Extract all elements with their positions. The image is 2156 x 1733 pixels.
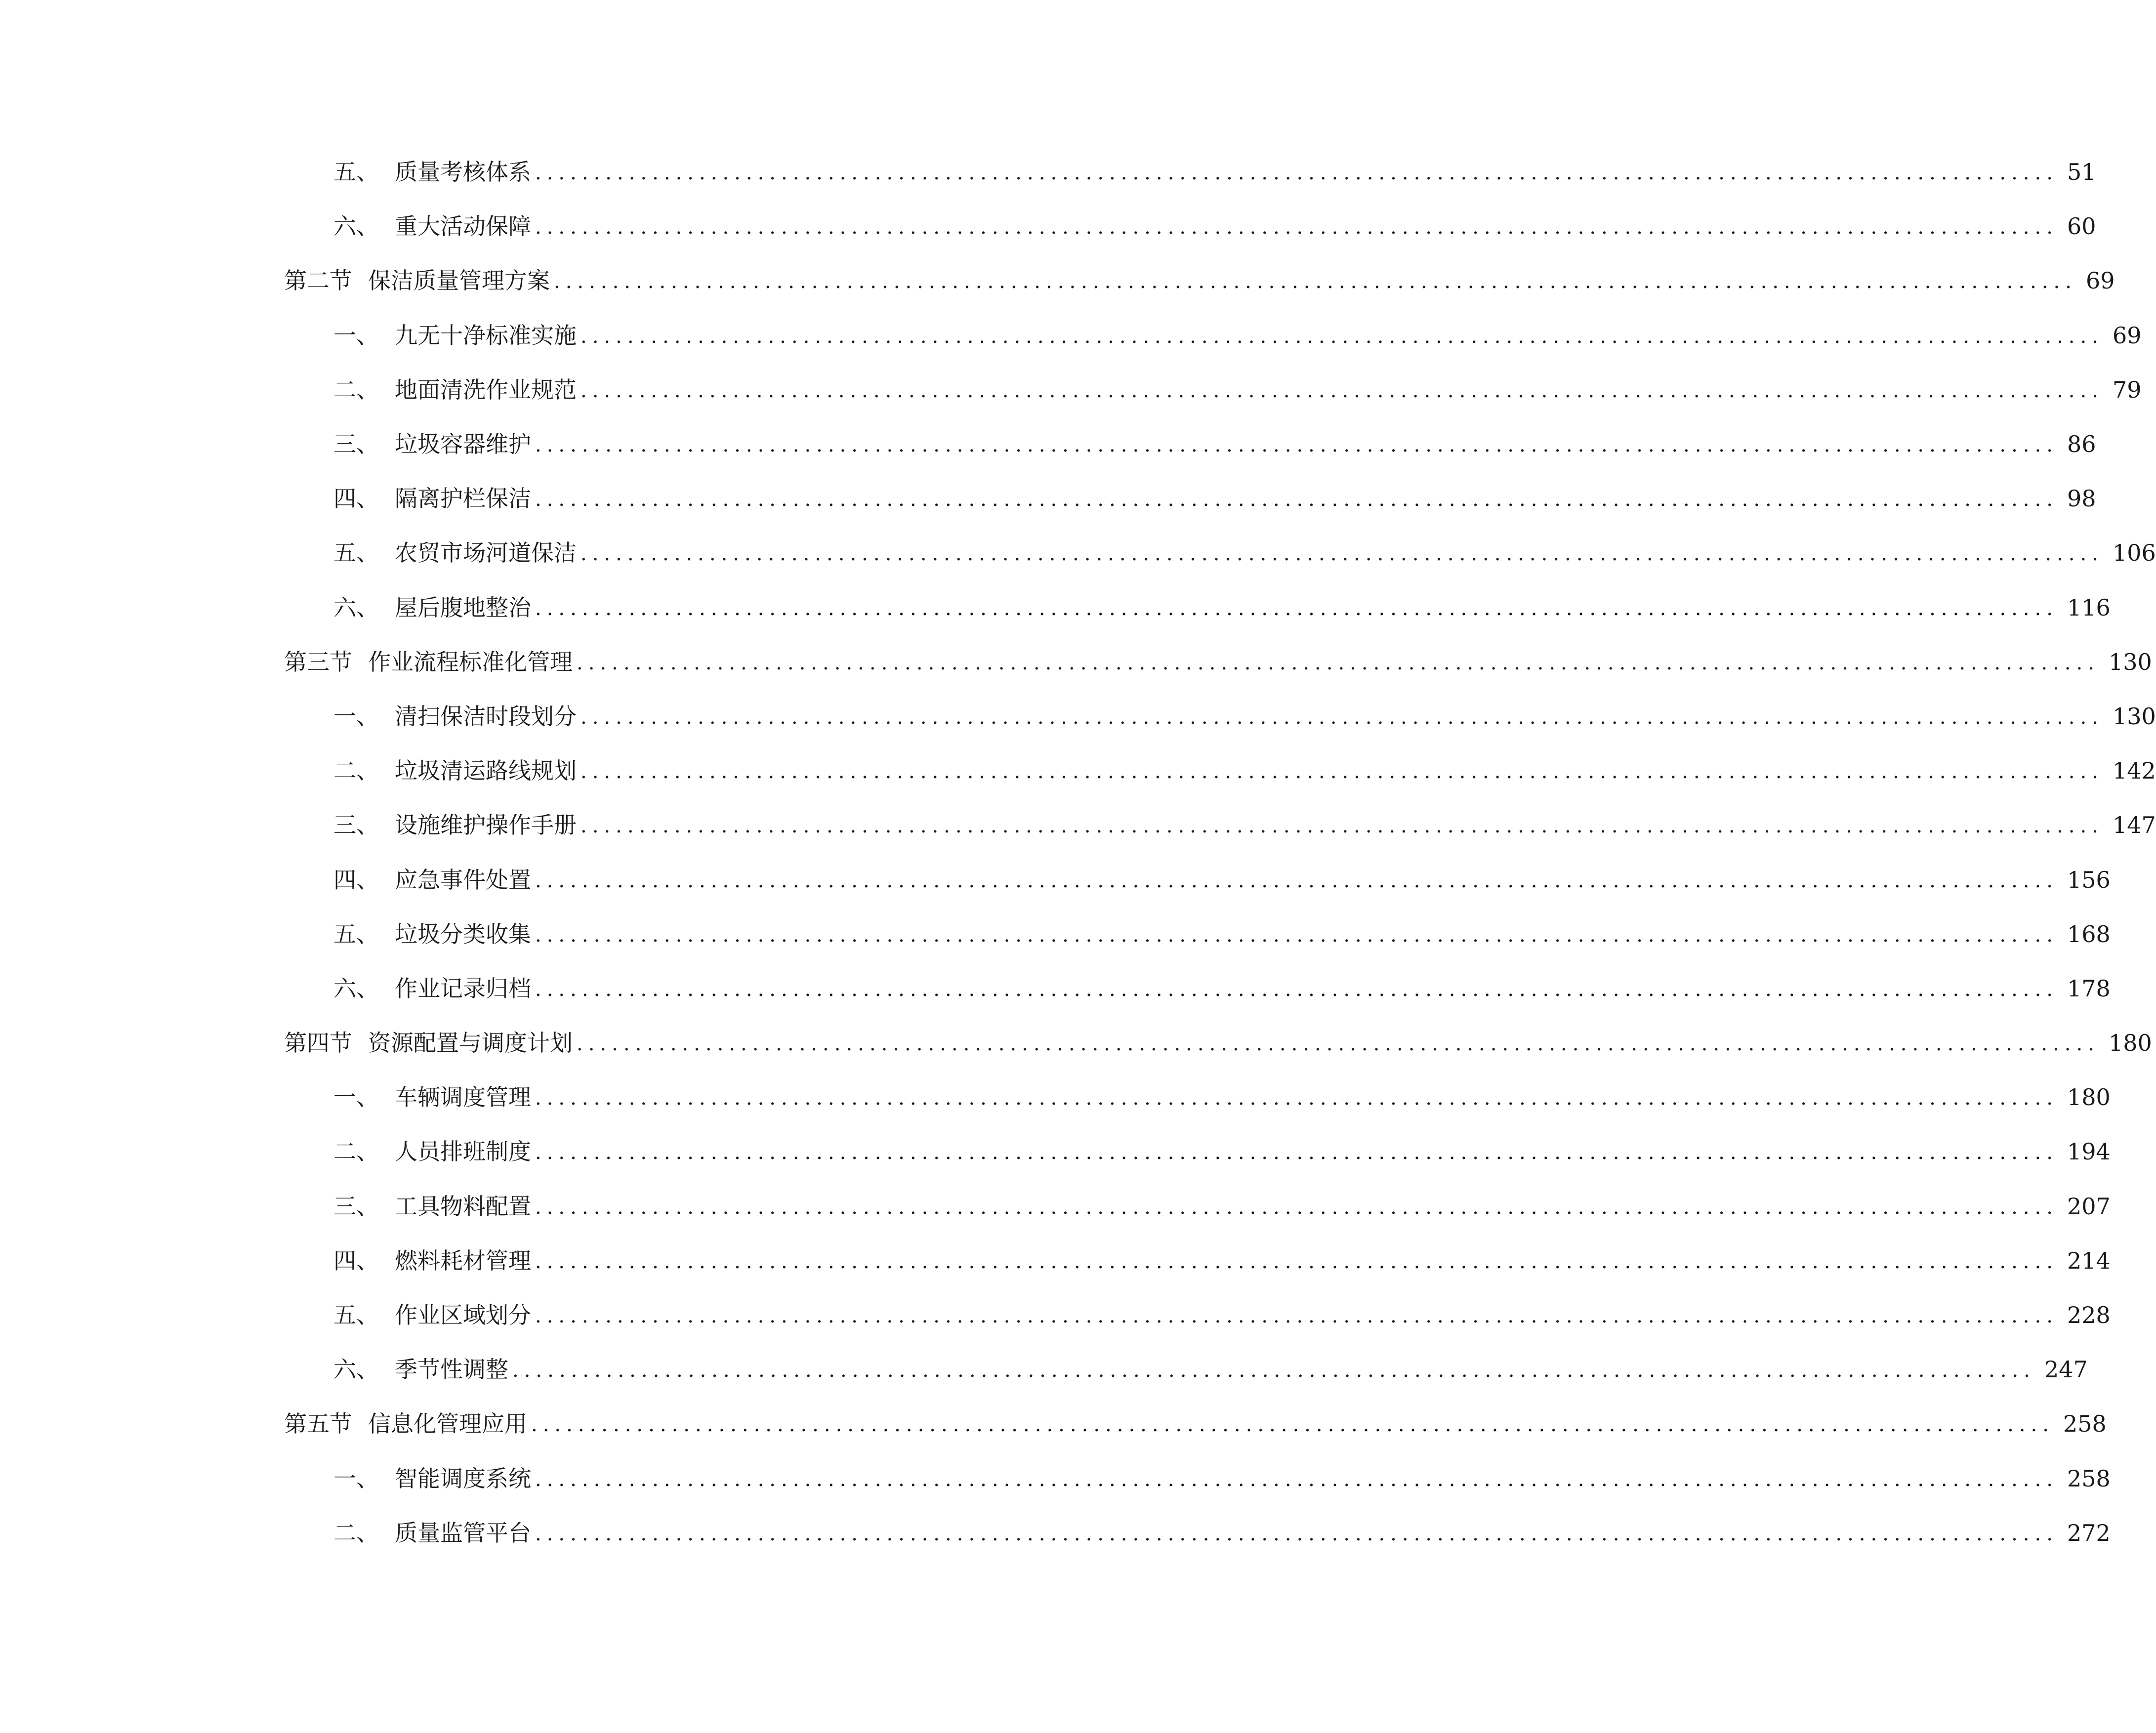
- toc-entry-page: 180: [2067, 1084, 2111, 1111]
- toc-subsection-entry[interactable]: [284, 1506, 2111, 1560]
- toc-leader-dots: ..................................................................................................................................: [535, 1522, 2058, 1545]
- toc-entry-page: 258: [2063, 1410, 2107, 1438]
- toc-leader-dots: ..................................................................................................................................: [535, 1250, 2058, 1273]
- toc-leader-dots: ..................................................................................................................................: [531, 1413, 2054, 1437]
- toc-subsection-entry[interactable]: [284, 363, 2142, 417]
- toc-entry-title: 质量监管平台: [395, 1519, 531, 1546]
- toc-entry-number: 六、: [333, 975, 379, 1002]
- toc-entry-page: 272: [2067, 1519, 2111, 1546]
- toc-section-entry[interactable]: [284, 635, 2152, 689]
- toc-entry-page: 60: [2067, 213, 2096, 240]
- toc-entry-title: 九无十净标准实施: [395, 322, 577, 349]
- toc-entry-title: 燃料耗材管理: [395, 1247, 531, 1274]
- toc-leader-dots: ..................................................................................................................................: [535, 434, 2058, 457]
- toc-entry-page: 194: [2067, 1138, 2111, 1165]
- toc-entry-number: 一、: [333, 1084, 379, 1111]
- toc-entry-title: 保洁质量管理方案: [368, 267, 550, 294]
- toc-entry-title: 作业区域划分: [395, 1302, 531, 1329]
- toc-entry-page: 130: [2108, 648, 2152, 675]
- toc-leader-dots: ..................................................................................................................................: [535, 1305, 2058, 1328]
- toc-subsection-entry[interactable]: [284, 526, 2156, 580]
- toc-leader-dots: ..................................................................................................................................: [580, 379, 2104, 402]
- toc-entry-page: 180: [2108, 1030, 2152, 1057]
- toc-entry-page: 147: [2112, 812, 2156, 839]
- toc-entry-title: 隔离护栏保洁: [395, 485, 531, 512]
- toc-entry-title: 垃圾容器维护: [395, 431, 531, 458]
- toc-entry-number: 三、: [333, 812, 379, 839]
- toc-leader-dots: ..................................................................................................................................: [535, 1468, 2058, 1491]
- toc-entry-title: 垃圾分类收集: [395, 920, 531, 948]
- toc-entry-page: 168: [2067, 920, 2111, 948]
- toc-subsection-entry[interactable]: [284, 471, 2096, 526]
- toc-entry-title: 工具物料配置: [395, 1193, 531, 1220]
- toc-leader-dots: ..................................................................................................................................: [535, 216, 2058, 239]
- toc-subsection-entry[interactable]: [284, 1288, 2111, 1342]
- toc-entry-number: 三、: [333, 431, 379, 458]
- toc-entry-page: 86: [2067, 431, 2096, 458]
- toc-entry-page: 207: [2067, 1193, 2111, 1220]
- toc-subsection-entry[interactable]: [284, 798, 2156, 852]
- toc-entry-number: 五、: [333, 539, 379, 567]
- toc-subsection-entry[interactable]: [284, 1124, 2111, 1179]
- toc-entry-number: 第三节: [284, 648, 352, 675]
- toc-entry-title: 屋后腹地整治: [395, 594, 531, 621]
- toc-entry-title: 清扫保洁时段划分: [395, 702, 577, 730]
- toc-subsection-entry[interactable]: [284, 1070, 2111, 1124]
- toc-entry-title: 农贸市场河道保洁: [395, 539, 577, 567]
- toc-leader-dots: ..................................................................................................................................: [535, 597, 2058, 620]
- toc-subsection-entry[interactable]: [284, 308, 2142, 363]
- toc-entry-number: 三、: [333, 1193, 379, 1220]
- toc-leader-dots: ..................................................................................................................................: [512, 1359, 2035, 1382]
- toc-leader-dots: ..................................................................................................................................: [535, 162, 2058, 185]
- toc-subsection-entry[interactable]: [284, 852, 2111, 907]
- toc-leader-dots: ..................................................................................................................................: [554, 270, 2077, 293]
- table-of-contents: [284, 145, 2156, 1560]
- toc-entry-number: 一、: [333, 1465, 379, 1492]
- toc-leader-dots: ..................................................................................................................................: [577, 1032, 2100, 1056]
- toc-entry-page: 130: [2112, 702, 2156, 730]
- toc-entry-title: 设施维护操作手册: [395, 812, 577, 839]
- toc-entry-page: 142: [2112, 757, 2156, 784]
- toc-leader-dots: ..................................................................................................................................: [535, 1141, 2058, 1164]
- toc-entry-page: 247: [2044, 1356, 2088, 1383]
- toc-entry-title: 重大活动保障: [395, 213, 531, 240]
- toc-entry-page: 214: [2067, 1247, 2111, 1274]
- toc-entry-page: 69: [2085, 267, 2115, 294]
- toc-entry-number: 二、: [333, 376, 379, 403]
- toc-entry-title: 信息化管理应用: [368, 1410, 527, 1438]
- toc-entry-number: 六、: [333, 213, 379, 240]
- toc-entry-title: 资源配置与调度计划: [368, 1030, 573, 1057]
- toc-leader-dots: ..................................................................................................................................: [577, 651, 2100, 674]
- toc-entry-title: 质量考核体系: [395, 159, 531, 186]
- toc-entry-title: 作业流程标准化管理: [368, 648, 573, 675]
- toc-entry-number: 二、: [333, 1519, 379, 1546]
- toc-entry-number: 第四节: [284, 1030, 352, 1057]
- toc-entry-number: 四、: [333, 866, 379, 893]
- toc-entry-number: 六、: [333, 594, 379, 621]
- toc-entry-number: 一、: [333, 322, 379, 349]
- toc-subsection-entry[interactable]: [284, 145, 2096, 199]
- toc-subsection-entry[interactable]: [284, 961, 2111, 1016]
- toc-entry-page: 178: [2067, 975, 2111, 1002]
- toc-subsection-entry[interactable]: [284, 199, 2096, 253]
- toc-entry-number: 四、: [333, 485, 379, 512]
- toc-entry-number: 五、: [333, 159, 379, 186]
- toc-leader-dots: ..................................................................................................................................: [535, 488, 2058, 511]
- toc-leader-dots: ..................................................................................................................................: [535, 1087, 2058, 1110]
- toc-entry-title: 人员排班制度: [395, 1138, 531, 1165]
- toc-entry-number: 四、: [333, 1247, 379, 1274]
- toc-subsection-entry[interactable]: [284, 1451, 2111, 1506]
- toc-entry-number: 五、: [333, 1302, 379, 1329]
- toc-entry-page: 69: [2112, 322, 2142, 349]
- toc-entry-title: 地面清洗作业规范: [395, 376, 577, 403]
- toc-entry-page: 79: [2112, 376, 2142, 403]
- toc-leader-dots: ..................................................................................................................................: [580, 325, 2104, 348]
- toc-subsection-entry[interactable]: [284, 907, 2111, 961]
- toc-entry-number: 二、: [333, 1138, 379, 1165]
- toc-entry-page: 51: [2067, 159, 2096, 186]
- toc-section-entry[interactable]: [284, 253, 2115, 308]
- toc-subsection-entry[interactable]: [284, 417, 2096, 471]
- toc-entry-page: 258: [2067, 1465, 2111, 1492]
- toc-leader-dots: ..................................................................................................................................: [580, 542, 2104, 566]
- toc-entry-title: 垃圾清运路线规划: [395, 757, 577, 784]
- toc-entry-number: 第二节: [284, 267, 352, 294]
- toc-entry-page: 116: [2067, 594, 2111, 621]
- toc-entry-page: 106: [2112, 539, 2156, 567]
- toc-leader-dots: ..................................................................................................................................: [580, 815, 2104, 838]
- toc-entry-page: 156: [2067, 866, 2111, 893]
- toc-entry-number: 五、: [333, 920, 379, 948]
- toc-subsection-entry[interactable]: [284, 1342, 2088, 1397]
- toc-section-entry[interactable]: [284, 1016, 2152, 1070]
- toc-subsection-entry[interactable]: [284, 580, 2111, 635]
- toc-entry-number: 六、: [333, 1356, 379, 1383]
- toc-leader-dots: ..................................................................................................................................: [535, 978, 2058, 1001]
- toc-entry-page: 228: [2067, 1302, 2111, 1329]
- toc-leader-dots: ..................................................................................................................................: [580, 760, 2104, 784]
- toc-entry-number: 二、: [333, 757, 379, 784]
- toc-subsection-entry[interactable]: [284, 1179, 2111, 1234]
- toc-section-entry[interactable]: [284, 1397, 2107, 1451]
- toc-subsection-entry[interactable]: [284, 743, 2156, 798]
- toc-entry-title: 智能调度系统: [395, 1465, 531, 1492]
- toc-subsection-entry[interactable]: [284, 1234, 2111, 1288]
- toc-entry-title: 车辆调度管理: [395, 1084, 531, 1111]
- toc-leader-dots: ..................................................................................................................................: [535, 869, 2058, 892]
- toc-entry-number: 一、: [333, 702, 379, 730]
- toc-leader-dots: ..................................................................................................................................: [535, 923, 2058, 947]
- toc-subsection-entry[interactable]: [284, 689, 2156, 743]
- toc-leader-dots: ..................................................................................................................................: [535, 1196, 2058, 1219]
- toc-entry-number: 第五节: [284, 1410, 352, 1438]
- toc-entry-page: 98: [2067, 485, 2096, 512]
- toc-entry-title: 季节性调整: [395, 1356, 508, 1383]
- toc-leader-dots: ..................................................................................................................................: [580, 705, 2104, 729]
- toc-entry-title: 应急事件处置: [395, 866, 531, 893]
- toc-entry-title: 作业记录归档: [395, 975, 531, 1002]
